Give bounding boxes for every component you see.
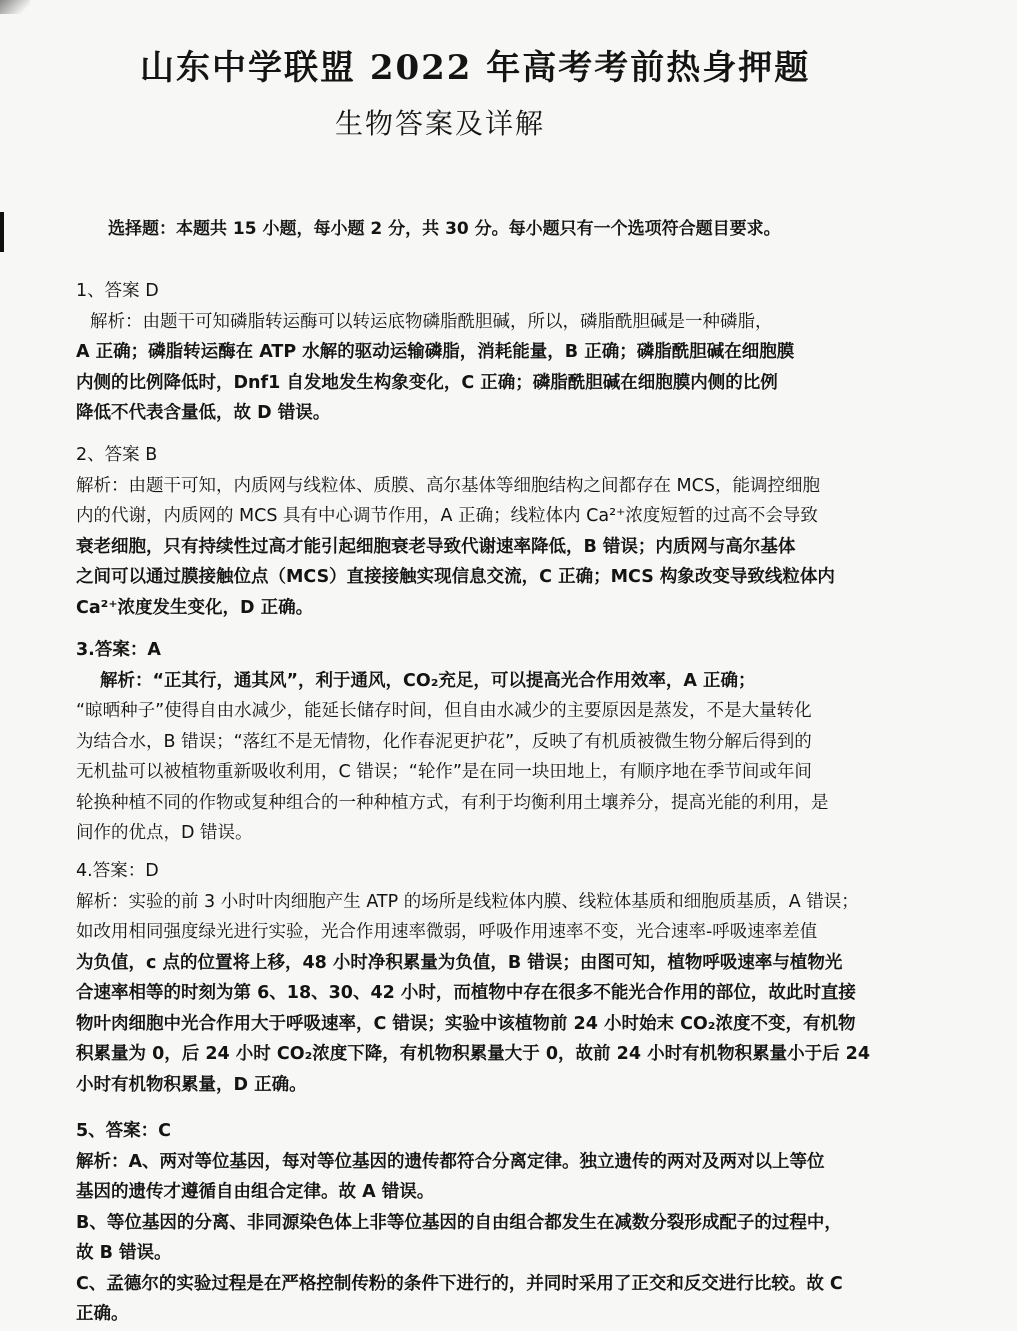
answer-line: B、等位基因的分离、非同源染色体上非等位基因的自由组合都发生在减数分裂形成配子的过程中， xyxy=(76,1212,842,1233)
answer-block-1 xyxy=(76,276,991,429)
answer-line: 解析：由题干可知，内质网与线粒体、质膜、高尔基体等细胞结构之间都存在 MCS，能调控细胞 xyxy=(76,475,820,496)
answer-line: 解析：由题干可知磷脂转运酶可以转运底物磷脂酰胆碱，所以，磷脂酰胆碱是一种磷脂， xyxy=(90,311,773,332)
answer-line: 降低不代表含量低，故 D 错误。 xyxy=(76,403,331,423)
answer-line: C、孟德尔的实验过程是在严格控制传粉的条件下进行的，并同时采用了正交和反交进行比较。故 C xyxy=(76,1273,843,1294)
answer-line: A 正确；磷脂转运酶在 ATP 水解的驱动运输磷脂，消耗能量，B 正确；磷脂酰胆碱在细胞膜 xyxy=(76,342,795,362)
answer-head: 1、答案 D xyxy=(76,281,159,301)
answer-block-5 xyxy=(76,1116,991,1330)
answer-line: 内侧的比例降低时，Dnf1 自发地发生构象变化，C 正确；磷脂酰胆碱在细胞膜内侧的比例 xyxy=(76,372,778,393)
answer-line: 解析：A、两对等位基因，每对等位基因的遗传都符合分离定律。独立遗传的两对及两对以上等位 xyxy=(76,1151,825,1172)
answer-line: 为结合水，B 错误；“落红不是无情物，化作春泥更护花”，反映了有机质被微生物分解后得到的 xyxy=(76,731,812,752)
answer-line: 间作的优点，D 错误。 xyxy=(76,823,253,843)
answer-block-2 xyxy=(76,440,991,623)
page-subtitle: 生物答案及详解 xyxy=(335,107,546,140)
answer-line: 如改用相同强度绿光进行实验，光合作用速率微弱，呼吸作用速率不变，光合速率-呼吸速率差值 xyxy=(76,922,818,942)
answer-line: 物叶肉细胞中光合作用大于呼吸速率，C 错误；实验中该植物前 24 小时始末 CO₂浓度不变，有机物 xyxy=(76,1013,856,1034)
answer-line: 衰老细胞，只有持续性过高才能引起细胞衰老导致代谢速率降低，B 错误；内质网与高尔基体 xyxy=(76,536,796,557)
answer-line: 轮换种植不同的作物或复种组合的一种种植方式，有利于均衡利用土壤养分，提高光能的利用，是 xyxy=(76,792,829,813)
answer-line: 故 B 错误。 xyxy=(76,1243,172,1263)
answer-line: 基因的遗传才遵循自由组合定律。故 A 错误。 xyxy=(76,1182,435,1202)
answer-line: 解析：“正其行，通其风”，利于通风，CO₂充足，可以提高光合作用效率，A 正确； xyxy=(100,670,756,691)
answer-line: 小时有机物积累量，D 正确。 xyxy=(76,1074,307,1095)
answer-head: 3.答案：A xyxy=(76,640,161,660)
scan-artifact-edge xyxy=(0,212,4,252)
answer-head: 4.答案：D xyxy=(76,861,159,881)
answer-line: 为负值，c 点的位置将上移，48 小时净积累量为负值，B 错误；由图可知，植物呼吸速率与植物光 xyxy=(76,952,843,973)
answer-line: 之间可以通过膜接触位点（MCS）直接接触实现信息交流，C 正确；MCS 构象改变导致线粒体内 xyxy=(76,567,835,587)
answer-line: Ca²⁺浓度发生变化，D 正确。 xyxy=(76,597,314,618)
answer-head: 5、答案：C xyxy=(76,1121,172,1141)
answer-head: 2、答案 B xyxy=(76,445,158,465)
answer-line: 解析：实验的前 3 小时叶肉细胞产生 ATP 的场所是线粒体内膜、线粒体基质和细胞质基质，A 错误； xyxy=(76,891,859,912)
answer-line: 无机盐可以被植物重新吸收利用，C 错误；“轮作”是在同一块田地上，有顺序地在季节间或年间 xyxy=(76,762,812,782)
page-title: 山东中学联盟 2022 年高考考前热身押题 xyxy=(140,48,811,88)
answer-line: 内的代谢，内质网的 MCS 具有中心调节作用，A 正确；线粒体内 Ca²⁺浓度短暂的过高不会导致 xyxy=(76,506,818,526)
answer-line: 积累量为 0，后 24 小时 CO₂浓度下降，有机物积累量大于 0，故前 24 小时有机物积累量小于后 24 xyxy=(76,1044,871,1064)
scan-artifact-corner xyxy=(0,0,30,14)
section-heading: 选择题：本题共 15 小题，每小题 2 分，共 30 分。每小题只有一个选项符合题目要求。 xyxy=(108,219,781,239)
answer-line: 正确。 xyxy=(76,1304,129,1324)
answer-line: “晾晒种子”使得自由水减少，能延长储存时间，但自由水减少的主要原因是蒸发，不是大量转化 xyxy=(76,701,812,721)
answer-block-4 xyxy=(76,856,991,1100)
answer-block-3 xyxy=(76,635,991,849)
answer-line: 合速率相等的时刻为第 6、18、30、42 小时，而植物中存在很多不能光合作用的部位，故此时直接 xyxy=(76,983,856,1003)
